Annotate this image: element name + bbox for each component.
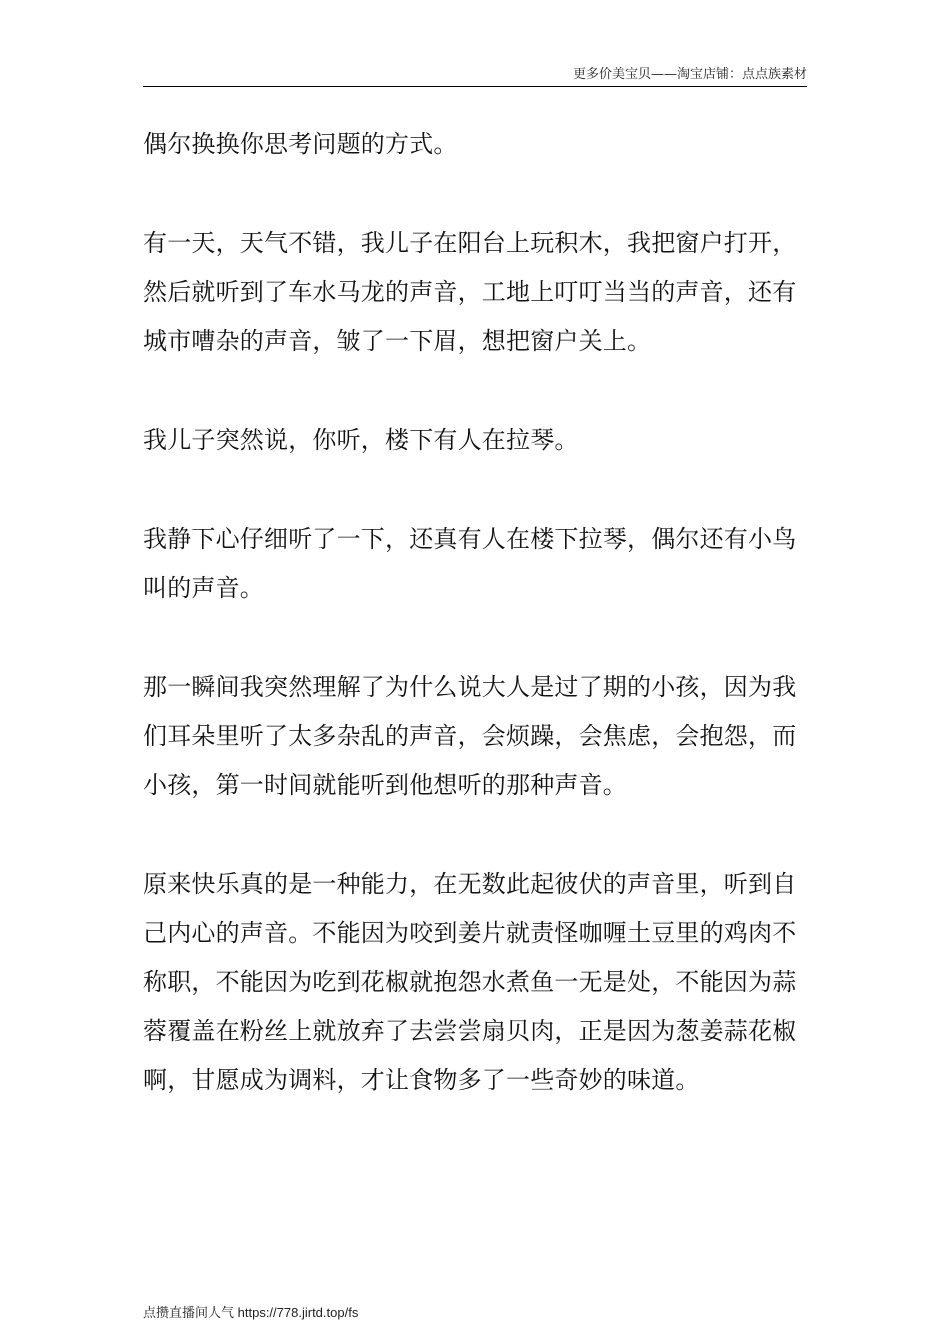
paragraph-2: 有一天，天气不错，我儿子在阳台上玩积木，我把窗户打开，然后就听到了车水马龙的声音，工地上叮叮当当的声音，还有城市嘈杂的声音，皱了一下眉，想把窗户关上。 <box>143 229 797 355</box>
document-body <box>143 120 813 1155</box>
page-header <box>143 66 807 87</box>
paragraph-3: 我儿子突然说，你听，楼下有人在拉琴。 <box>143 426 579 454</box>
paragraph-5: 那一瞬间我突然理解了为什么说大人是过了期的小孩，因为我们耳朵里听了太多杂乱的声音，会烦躁，会焦虑，会抱怨，而小孩，第一时间就能听到他想听的那种声音。 <box>143 673 797 799</box>
footer-label: 点攒直播间人气 <box>143 1305 235 1320</box>
page-footer <box>143 1304 358 1322</box>
paragraph-6: 原来快乐真的是一种能力，在无数此起彼伏的声音里，听到自己内心的声音。不能因为咬到姜片就责怪咖喱土豆里的鸡肉不称职，不能因为吃到花椒就抱怨水煮鱼一无是处，不能因为蒜蓉覆盖在粉丝上就放弃了去尝尝扇贝肉，正是因为葱姜蒜花椒啊，甘愿成为调料，才让食物多了一些奇妙的味道。 <box>143 870 797 1094</box>
header-text: 更多价美宝贝——淘宝店铺：点点族素材 <box>572 67 807 82</box>
footer-link[interactable]: https://778.jirtd.top/fs <box>237 1305 359 1320</box>
paragraph-4: 我静下心仔细听了一下，还真有人在楼下拉琴，偶尔还有小鸟叫的声音。 <box>143 525 797 602</box>
paragraph-1: 偶尔换换你思考问题的方式。 <box>143 130 458 158</box>
